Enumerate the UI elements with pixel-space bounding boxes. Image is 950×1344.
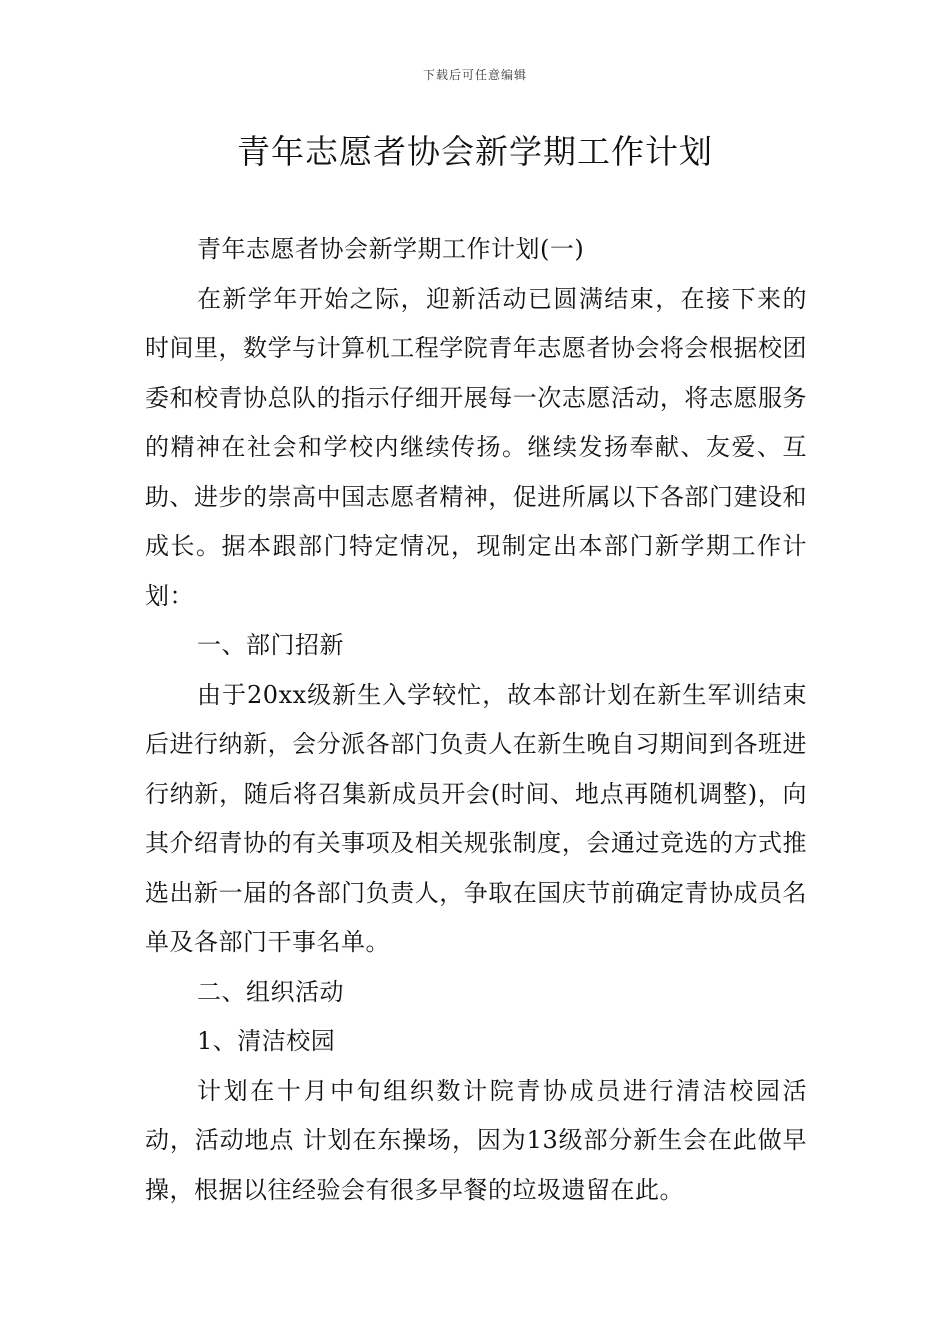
header-note: 下载后可任意编辑 — [422, 68, 527, 82]
subtitle-paragraph: 青年志愿者协会新学期工作计划(一) — [197, 235, 585, 263]
section-heading-activities: 二、组织活动 — [197, 977, 344, 1006]
section-heading-recruitment: 一、部门招新 — [197, 631, 344, 659]
document-title: 青年志愿者协会新学期工作计划 — [237, 132, 713, 171]
subsection-heading-cleaning: 1、清洁校园 — [197, 1027, 336, 1055]
document-body — [145, 225, 807, 1215]
intro-paragraph: 在新学年开始之际，迎新活动已圆满结束，在接下来的时间里，数学与计算机工程学院青年志愿者协会将会根据校团委和校青协总队的指示仔细开展每一次志愿活动，将志愿服务的精神在社会和学校内继续传扬。继续发扬奉献、友爱、互助、进步的崇高中国志愿者精神，促进所属以下各部门建设和成长。据本跟部门特定情况，现制定出本部门新学期工作计划： — [145, 284, 807, 610]
recruitment-paragraph: 由于20xx级新生入学较忙，故本部计划在新生军训结束后进行纳新，会分派各部门负责人在新生晚自习期间到各班进行纳新，随后将召集新成员开会(时间、地点再随机调整)，向其介绍青协的有关事项及相关规张制度，会通过竞选的方式推选出新一届的各部门负责人，争取在国庆节前确定青协成员名单及各部门干事名单。 — [145, 680, 807, 956]
cleaning-paragraph: 计划在十月中旬组织数计院青协成员进行清洁校园活动，活动地点 计划在东操场，因为13级部分新生会在此做早操，根据以往经验会有很多早餐的垃圾遗留在此。 — [145, 1076, 807, 1204]
